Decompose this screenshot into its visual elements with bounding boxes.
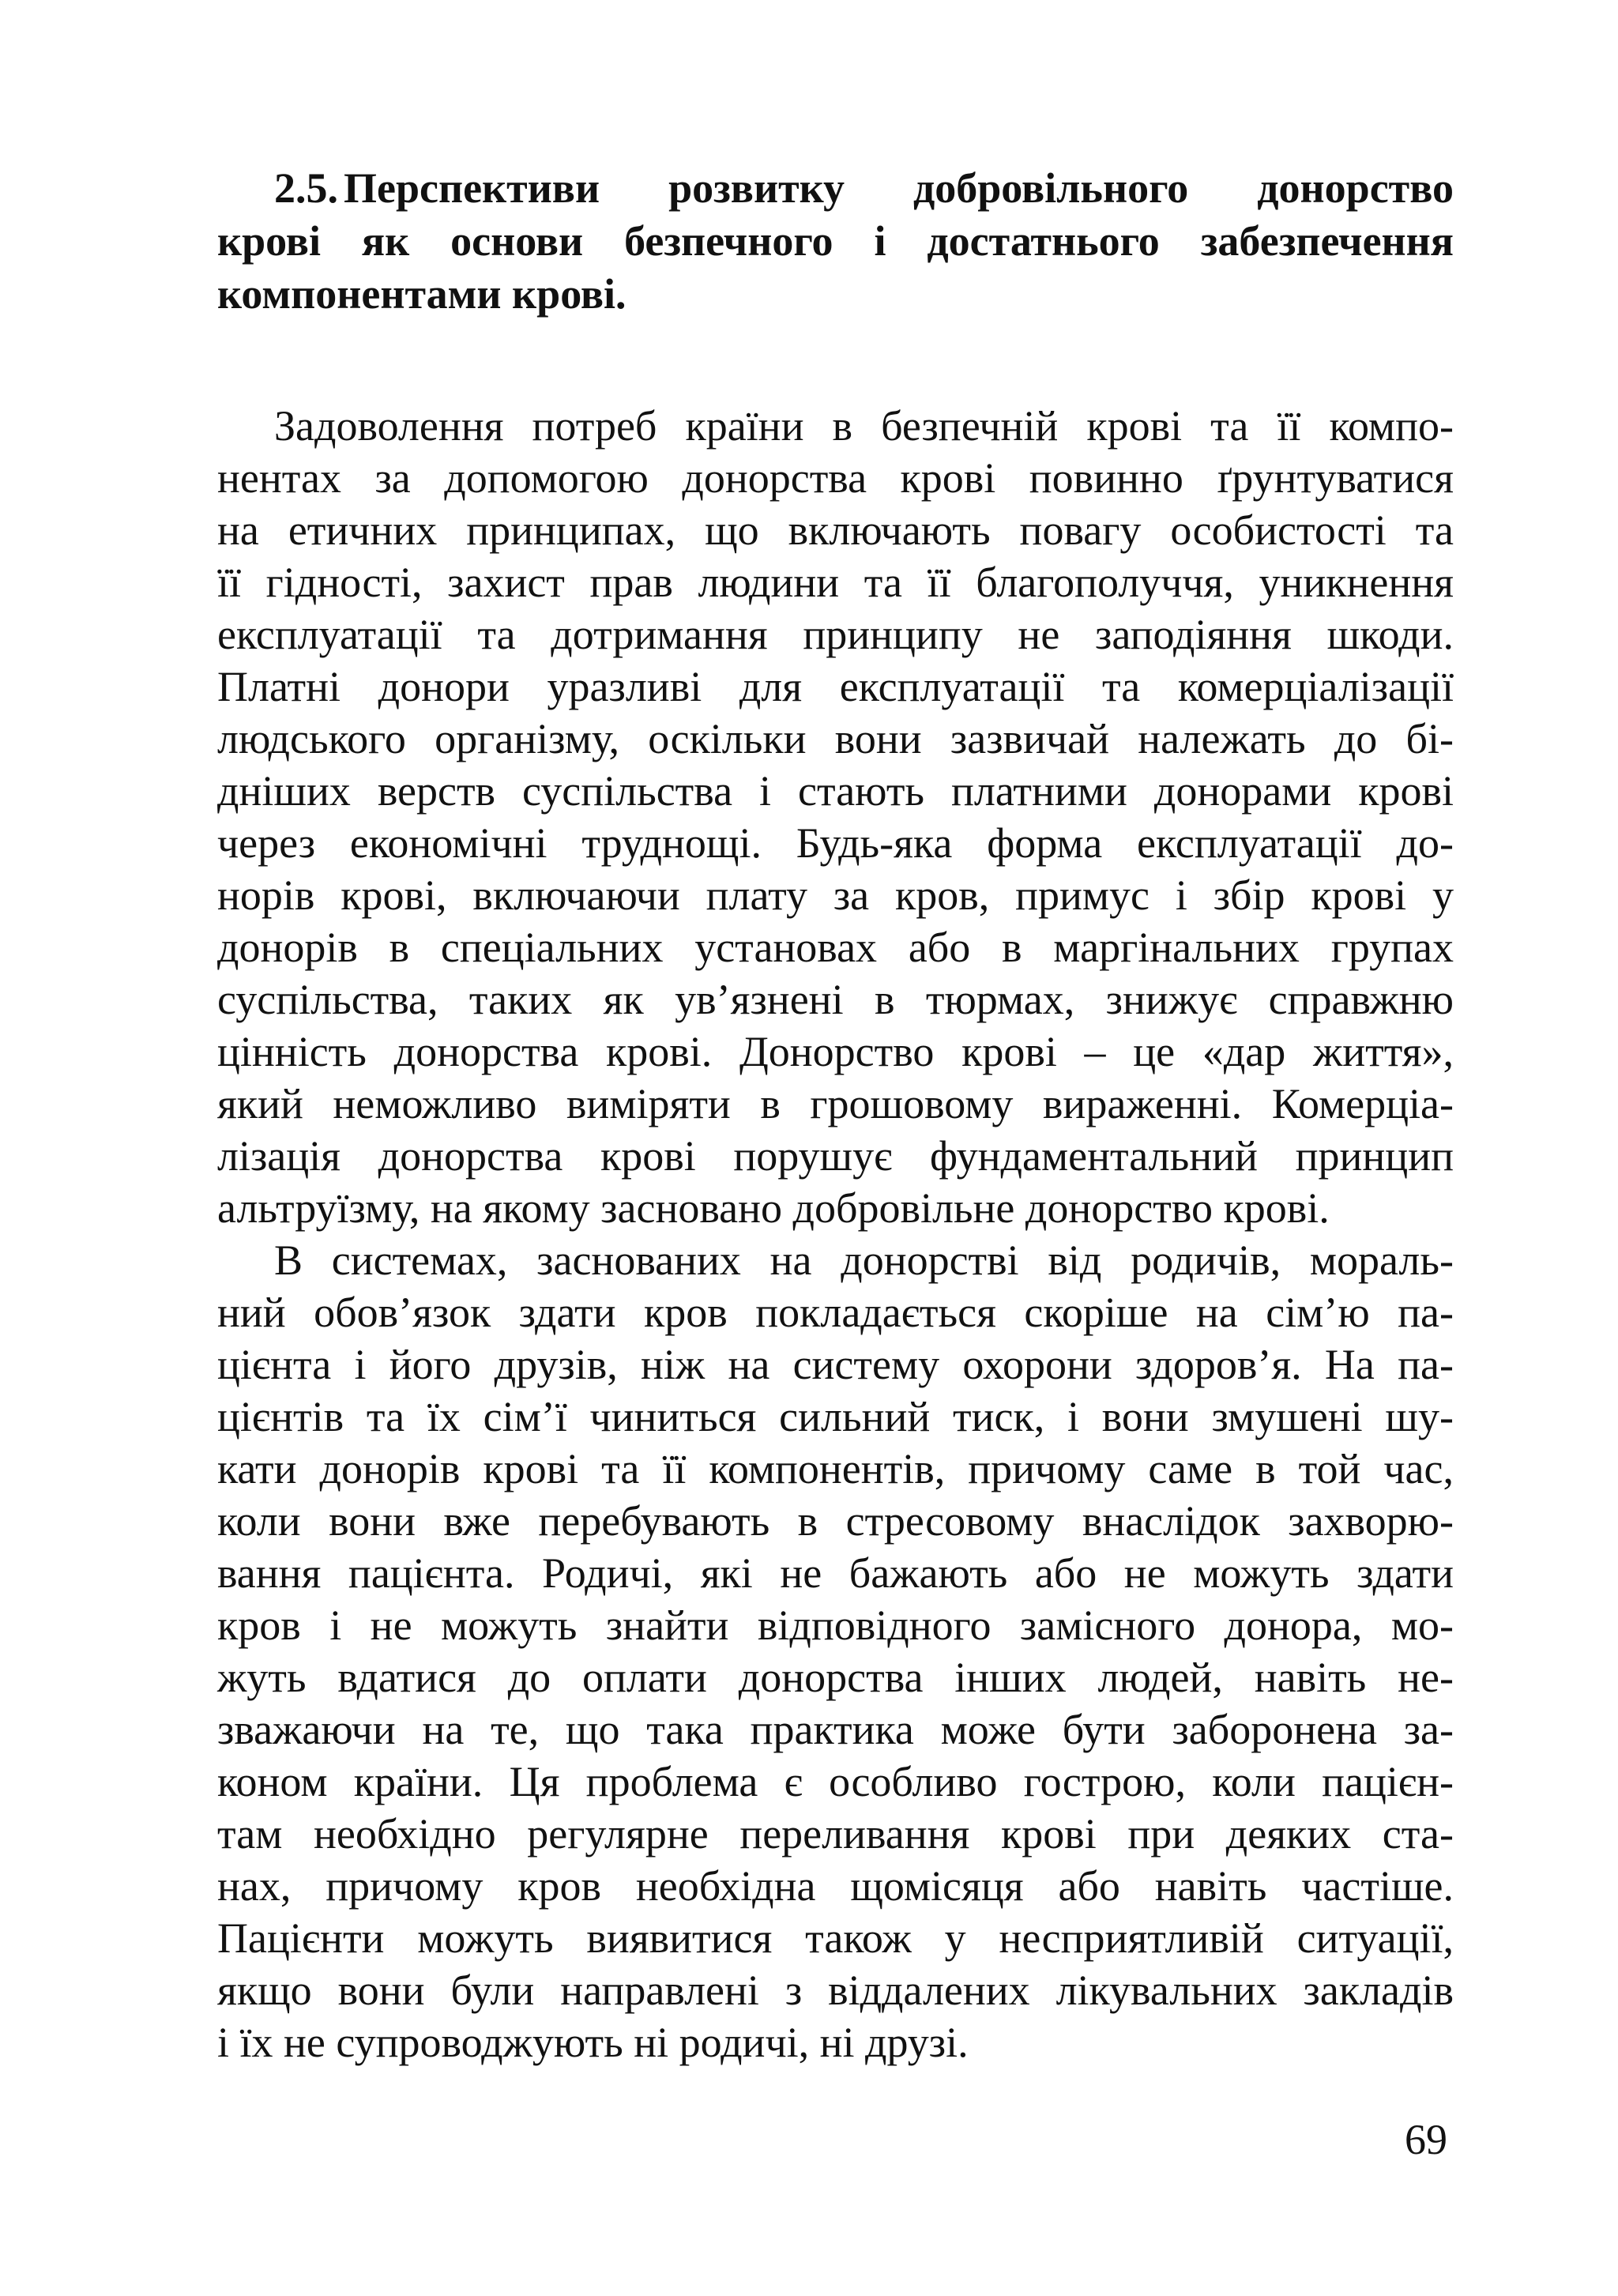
text-line: донорів в спеціальних установах або в маргінальних групах	[217, 924, 1454, 971]
text-line: зважаючи на те, що така практика може бути заборонена за-	[217, 1706, 1454, 1753]
text-line: альтруїзму, на якому засновано добровільне донорство крові.	[217, 1184, 1330, 1232]
text-line: жуть вдатися до оплати донорства інших людей, навіть не-	[217, 1654, 1454, 1701]
section-number: 2.5.	[274, 164, 338, 212]
page-content	[217, 162, 1454, 2068]
text-line: кров і не можуть знайти відповідного замісного донора, мо-	[217, 1602, 1454, 1649]
text-line: Платні донори уразливі для експлуатації та комерціалізації	[217, 663, 1454, 710]
paragraph-1	[217, 400, 1454, 1234]
paragraph-2	[217, 1234, 1454, 2068]
page-number: 69	[1405, 2116, 1447, 2163]
text-line: нентах за допомогою донорства крові повинно ґрунтуватися	[217, 454, 1454, 502]
text-line: дніших верств суспільства і стають платними донорами крові	[217, 767, 1454, 815]
section-heading	[217, 162, 1454, 321]
heading-line: компонентами крові.	[217, 270, 627, 318]
text-line: цінність донорства крові. Донорство крові – це «дар життя»,	[217, 1028, 1454, 1075]
text-line: коном країни. Ця проблема є особливо гострою, коли пацієн-	[217, 1758, 1454, 1805]
text-line: норів крові, включаючи плату за кров, примус і збір крові у	[217, 871, 1454, 919]
heading-line-text: Перспективи розвитку добровільного донорство	[344, 164, 1454, 212]
text-line: суспільства, таких як ув’язнені в тюрмах, знижує справжню	[217, 976, 1454, 1023]
text-line: вання пацієнта. Родичі, які не бажають або не можуть здати	[217, 1549, 1454, 1597]
heading-line: крові як основи безпечного і достатнього забезпечення	[217, 217, 1454, 265]
text-line: там необхідно регулярне переливання крові при деяких ста-	[217, 1810, 1454, 1858]
text-line: лізація донорства крові порушує фундаментальний принцип	[217, 1132, 1454, 1180]
text-line: кати донорів крові та її компонентів, причому саме в той час,	[217, 1445, 1454, 1492]
text-line: коли вони вже перебувають в стресовому внаслідок захворю-	[217, 1497, 1454, 1545]
text-line: цієнтів та їх сім’ї чиниться сильний тиск, і вони змушені шу-	[217, 1393, 1454, 1440]
text-line: ний обов’язок здати кров покладається скоріше на сім’ю па-	[217, 1289, 1454, 1336]
text-line: людського організму, оскільки вони зазвичай належать до бі-	[217, 715, 1454, 762]
text-line: її гідності, захист прав людини та її благополуччя, уникнення	[217, 559, 1454, 606]
text-line: експлуатації та дотримання принципу не заподіяння шкоди.	[217, 611, 1454, 658]
text-line: який неможливо виміряти в грошовому вираженні. Комерціа-	[217, 1080, 1454, 1127]
text-line: Задоволення потреб країни в безпечній крові та її компо-	[274, 402, 1454, 450]
text-line: якщо вони були направлені з віддалених лікувальних закладів	[217, 1967, 1454, 2014]
heading-line	[217, 162, 1454, 215]
text-line: В системах, заснованих на донорстві від родичів, мораль-	[274, 1236, 1454, 1284]
text-line: через економічні труднощі. Будь-яка форма експлуатації до-	[217, 819, 1454, 867]
text-line: і їх не супроводжують ні родичі, ні друзі.	[217, 2019, 969, 2066]
text-line: нах, причому кров необхідна щомісяця або навіть частіше.	[217, 1862, 1454, 1910]
body-text	[217, 400, 1454, 2068]
text-line: Пацієнти можуть виявитися також у несприятливій ситуації,	[217, 1914, 1454, 1962]
text-line: на етичних принципах, що включають повагу особистості та	[217, 506, 1454, 554]
text-line: цієнта і його друзів, ніж на систему охорони здоров’я. На па-	[217, 1341, 1454, 1388]
